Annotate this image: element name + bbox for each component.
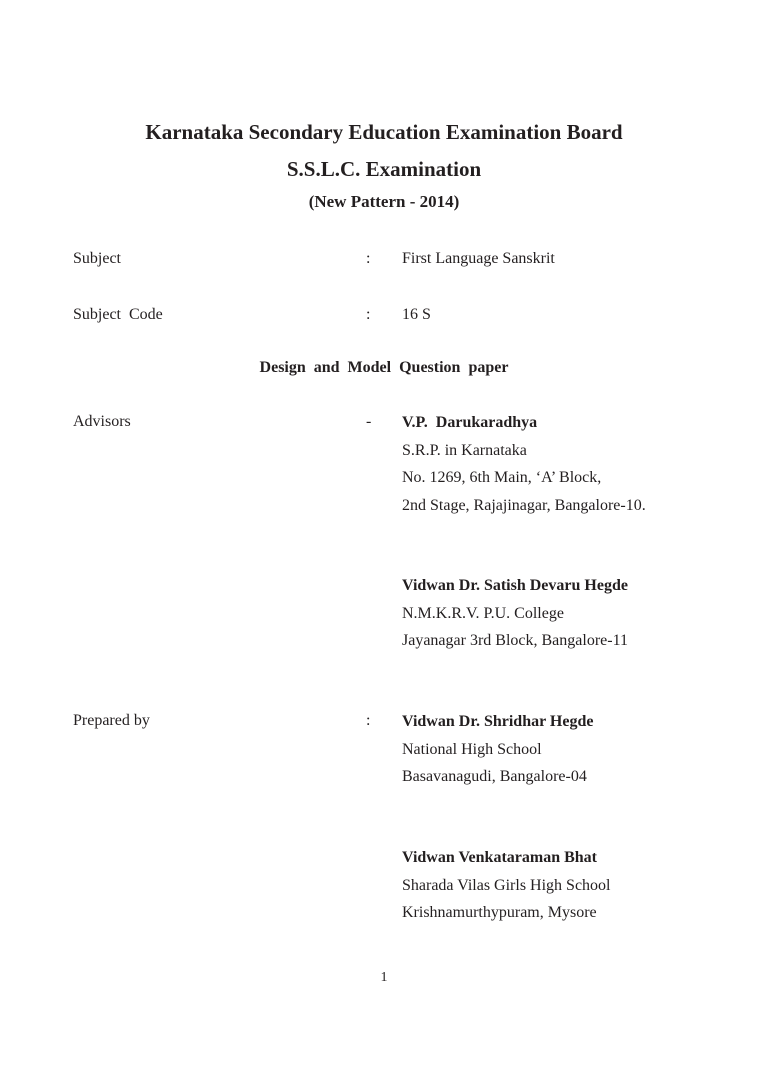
advisor-name: V.P. Darukaradhya <box>402 414 538 431</box>
preparer-block <box>402 712 593 795</box>
subject-code-separator: : <box>366 306 371 323</box>
subject-row <box>0 250 768 274</box>
advisor-line: No. 1269, 6th Main, ‘A’ Block, <box>402 469 602 486</box>
advisor-line: 2nd Stage, Rajajinagar, Bangalore-10. <box>402 496 646 514</box>
advisors-separator: - <box>366 413 372 430</box>
prepared-by-row <box>0 712 768 736</box>
advisor-line: S.R.P. in Karnataka <box>402 441 527 459</box>
prepared-by-separator: : <box>366 712 371 729</box>
exam-title: S.S.L.C. Examination <box>286 157 482 181</box>
advisor-block <box>402 576 628 659</box>
subject-code-value: 16 S <box>402 306 431 323</box>
subject-separator: : <box>366 250 371 267</box>
preparer-name: Vidwan Dr. Shridhar Hegde <box>402 713 594 730</box>
advisor-line: N.M.K.R.V. P.U. College <box>402 604 564 622</box>
board-title: Karnataka Secondary Education Examination Board <box>145 120 623 144</box>
preparer-line: Krishnamurthypuram, Mysore <box>402 904 597 921</box>
subject-code-row <box>0 306 768 330</box>
subject-value: First Language Sanskrit <box>402 250 555 267</box>
section-title: Design and Model Question paper <box>259 359 509 376</box>
advisors-row <box>0 413 768 437</box>
advisor-name: Vidwan Dr. Satish Devaru Hegde <box>402 577 628 594</box>
subject-code-label: Subject Code <box>73 306 163 323</box>
preparer-line: National High School <box>402 740 542 758</box>
page-number: 1 <box>380 970 388 985</box>
preparer-block <box>402 848 611 931</box>
preparer-line: Basavanagudi, Bangalore-04 <box>402 768 587 785</box>
pattern-subtitle: (New Pattern - 2014) <box>308 192 460 211</box>
preparer-name: Vidwan Venkataraman Bhat <box>402 849 598 866</box>
advisors-label: Advisors <box>73 413 131 430</box>
advisor-line: Jayanagar 3rd Block, Bangalore-11 <box>402 632 628 649</box>
prepared-by-label: Prepared by <box>73 712 150 729</box>
preparer-line: Sharada Vilas Girls High School <box>402 876 611 894</box>
subject-label: Subject <box>73 250 121 267</box>
advisor-block <box>402 413 646 523</box>
